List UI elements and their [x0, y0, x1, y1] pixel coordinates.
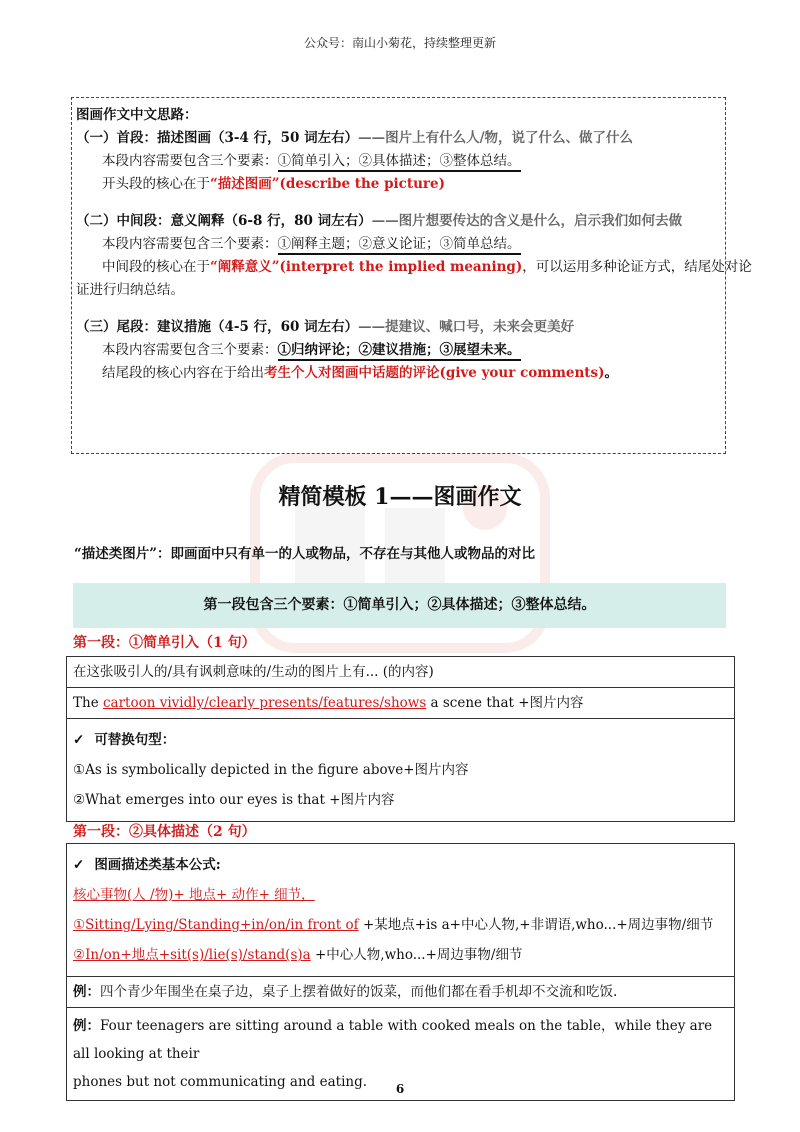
table-row: 在这张吸引人的/具有讽刺意味的/生动的图片上有... (的内容): [67, 657, 734, 688]
description-line: “描述类图片”：即画面中只有单一的人或物品，不存在与其他人或物品的对比: [74, 546, 536, 562]
alt-sentence-2: ②What emerges into our eyes is that +图片内容: [73, 792, 395, 808]
section1-table: [66, 656, 735, 822]
outline-p1-head: （一）首段：描述图画（3-4 行，50 词左右）——图片上有什么人/物，说了什么、做了什么: [76, 130, 634, 146]
outline-title: 图画作文中文思路：: [76, 107, 198, 123]
outline-p1-core: 开头段的核心在于“描述图画”(describe the picture): [102, 176, 446, 192]
page-header: 公众号：南山小菊花，持续整理更新: [303, 36, 496, 50]
outline-p2-req: 本段内容需要包含三个要素：①阐释主题；②意义论证；③简单总结。: [76, 233, 719, 256]
outline-p3-head: （三）尾段：建议措施（4-5 行，60 词左右）——提建议、喊口号，未来会更美好: [76, 319, 575, 335]
page-number: 6: [395, 1082, 405, 1096]
table-row: 例：四个青少年围坐在桌子边，桌子上摆着做好的饭菜，而他们都在看手机却不交流和吃饭.: [67, 977, 734, 1008]
check-icon: ✓: [73, 732, 85, 748]
section-banner: 第一段包含三个要素：①简单引入；②具体描述；③整体总结。: [73, 583, 726, 628]
formula-example-1: ①Sitting/Lying/Standing+in/on/in front of +某地点+is a+中心人物,+非谓语,who...+周边事物/细节: [73, 917, 714, 933]
outline-p2-core-cont: 证进行归纳总结。: [76, 282, 184, 298]
table-row: ✓ 图画描述类基本公式: 核心事物(人 /物)+ 地点+ 动作+ 细节， ①Sitting/Lying/Standing+in/on/in front of +某地点+is a+中心人物,+非谓语,who...+周边事物/细节 ②In/on+地点+sit(s)/lie(s)/stand(s)a +中心人物,who...+周边事物/细节: [67, 844, 734, 977]
table-row: 例：Four teenagers are sitting around a table with cooked meals on the table，while they are all looking at their phones but not communicating and eating.: [73, 1018, 713, 1090]
outline-p1-req: 本段内容需要包含三个要素：①简单引入；②具体描述；③整体总结。: [76, 150, 719, 173]
formula-line: 核心事物(人 /物)+ 地点+ 动作+ 细节，: [73, 887, 315, 903]
check-icon: ✓: [73, 857, 85, 873]
section1-heading: 第一段：①简单引入（1 句）: [73, 635, 256, 651]
formula-example-2: ②In/on+地点+sit(s)/lie(s)/stand(s)a +中心人物,who...+周边事物/细节: [73, 947, 523, 963]
section2-heading: 第一段：②具体描述（2 句）: [73, 824, 256, 840]
section2-table: [66, 843, 735, 1101]
table-row: ✓ 可替换句型： ①As is symbolically depicted in the figure above+图片内容 ②What emerges into our eyes is that +图片内容: [67, 719, 734, 821]
alt-sentence-1: ①As is symbolically depicted in the figure above+图片内容: [73, 762, 469, 778]
outline-p3-req: 本段内容需要包含三个要素：①归纳评论；②建议措施；③展望未来。: [76, 339, 719, 362]
outline-p2-core: 中间段的核心在于“阐释意义”(interpret the implied meaning)，可以运用多种论证方式，结尾处对论: [102, 259, 752, 275]
page-title: 精简模板 1——图画作文: [278, 484, 522, 510]
outline-p2-head: （二）中间段：意义阐释（6-8 行，80 词左右）——图片想要传达的含义是什么，启示我们如何去做: [76, 213, 683, 229]
writing-outline-box: [71, 97, 752, 454]
outline-p3-core: 结尾段的核心内容在于给出考生个人对图画中话题的评论(give your comments)。: [102, 365, 618, 381]
table-row: The cartoon vividly/clearly presents/features/shows a scene that +图片内容: [67, 688, 734, 719]
